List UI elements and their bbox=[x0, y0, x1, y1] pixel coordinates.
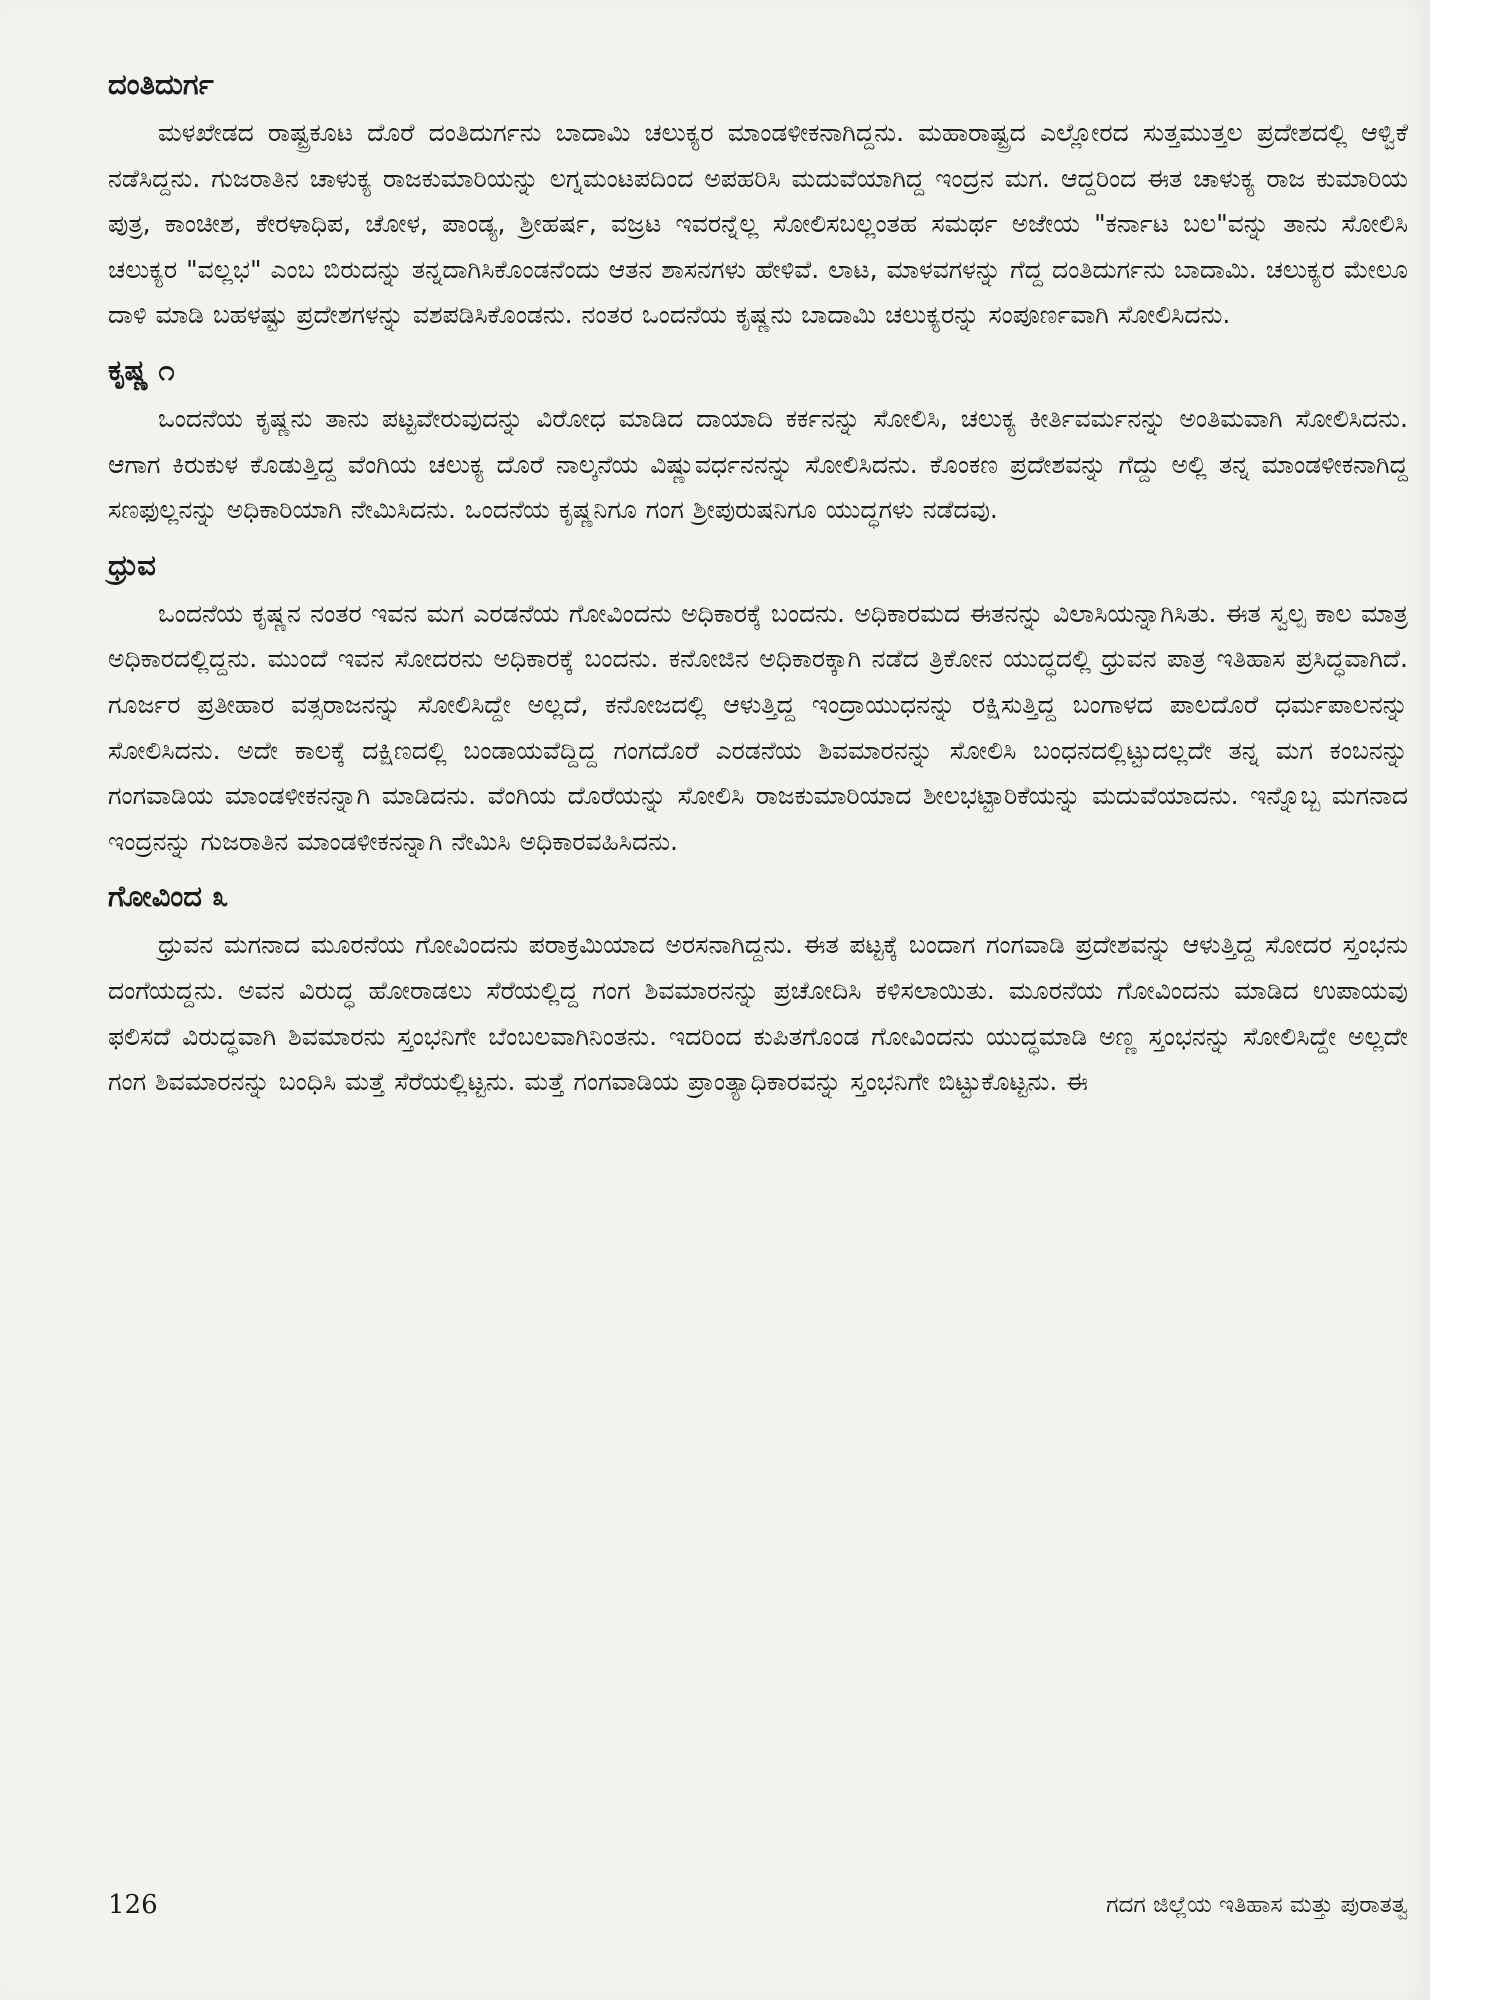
section-paragraph: ಒಂದನೆಯ ಕೃಷ್ಣನು ತಾನು ಪಟ್ಟವೇರುವುದನ್ನು ವಿರೋಧ ಮಾಡಿದ ದಾಯಾದಿ ಕರ್ಕನನ್ನು ಸೋಲಿಸಿ, ಚಲುಕ್ಯ ಕೀರ್ತಿವರ್ಮನನ್ನು ಅಂತಿಮವಾಗಿ ಸೋಲಿಸಿದನು. ಆಗಾಗ ಕಿರುಕುಳ ಕೊಡುತ್ತಿದ್ದ ವೆಂಗಿಯ ಚಲುಕ್ಯ ದೊರೆ ನಾಲ್ಕನೆಯ ವಿಷ್ಣುವರ್ಧನನನ್ನು ಸೋಲಿಸಿದನು. ಕೊಂಕಣ ಪ್ರದೇಶವನ್ನು ಗೆದ್ದು ಅಲ್ಲಿ ತನ್ನ ಮಾಂಡಳೀಕನಾಗಿದ್ದ ಸಣಫುಲ್ಲನನ್ನು ಅಧಿಕಾರಿಯಾಗಿ ನೇಮಿಸಿದನು. ಒಂದನೆಯ ಕೃಷ್ಣನಿಗೂ ಗಂಗ ಶ್ರೀಪುರುಷನಿಗೂ ಯುದ್ಧಗಳು ನಡೆದವು. bbox=[108, 403, 1408, 525]
running-title: ಗದಗ ಜಿಲ್ಲೆಯ ಇತಿಹಾಸ ಮತ್ತು ಪುರಾತತ್ವ bbox=[1106, 1892, 1408, 1918]
section-heading: ಧ್ರುವ bbox=[108, 547, 156, 582]
section-heading: ದಂತಿದುರ್ಗ bbox=[108, 67, 214, 101]
section-paragraph: ಮಳಖೇಡದ ರಾಷ್ಟ್ರಕೂಟ ದೊರೆ ದಂತಿದುರ್ಗನು ಬಾದಾಮಿ ಚಲುಕ್ಯರ ಮಾಂಡಳೀಕನಾಗಿದ್ದನು. ಮಹಾರಾಷ್ಟ್ರದ ಎಲ್ಲೋರದ ಸುತ್ತಮುತ್ತಲ ಪ್ರದೇಶದಲ್ಲಿ ಆಳ್ವಿಕೆ ನಡೆಸಿದ್ದನು. ಗುಜರಾತಿನ ಚಾಳುಕ್ಯ ರಾಜಕುಮಾರಿಯನ್ನು ಲಗ್ನಮಂಟಪದಿಂದ ಅಪಹರಿಸಿ ಮದುವೆಯಾಗಿದ್ದ ಇಂದ್ರನ ಮಗ. ಆದ್ದರಿಂದ ಈತ ಚಾಳುಕ್ಯ ರಾಜ ಕುಮಾರಿಯ ಪುತ್ರ, ಕಾಂಚೀಶ, ಕೇರಳಾಧಿಪ, ಚೋಳ, ಪಾಂಡ್ಯ, ಶ್ರೀಹರ್ಷ, ವಜ್ರಟ ಇವರನ್ನೆಲ್ಲ ಸೋಲಿಸಬಲ್ಲಂತಹ ಸಮರ್ಥ ಅಜೇಯ "ಕರ್ನಾಟ ಬಲ"ವನ್ನು ತಾನು ಸೋಲಿಸಿ ಚಲುಕ್ಯರ "ವಲ್ಲಭ" ಎಂಬ ಬಿರುದನ್ನು ತನ್ನದಾಗಿಸಿಕೊಂಡನೆಂದು ಆತನ ಶಾಸನಗಳು ಹೇಳಿವೆ. ಲಾಟ, ಮಾಳವಗಳನ್ನು ಗೆದ್ದ ದಂತಿದುರ್ಗನು ಬಾದಾಮಿ. ಚಲುಕ್ಯರ ಮೇಲೂ ದಾಳಿ ಮಾಡಿ ಬಹಳಷ್ಟು ಪ್ರದೇಶಗಳನ್ನು ವಶಪಡಿಸಿಕೊಂಡನು. ನಂತರ ಒಂದನೆಯ ಕೃಷ್ಣನು ಬಾದಾಮಿ ಚಲುಕ್ಯರನ್ನು ಸಂಪೂರ್ಣವಾಗಿ ಸೋಲಿಸಿದನು. bbox=[108, 118, 1408, 330]
section-krishna-1 bbox=[108, 348, 1408, 533]
page-number: 126 bbox=[108, 1890, 158, 1920]
section-heading: ಗೋವಿಂದ ೩ bbox=[108, 879, 229, 914]
section-govinda-3 bbox=[108, 874, 1408, 1104]
page-body bbox=[108, 62, 1408, 1115]
page-footer bbox=[108, 1885, 1408, 1925]
section-paragraph: ಧ್ರುವನ ಮಗನಾದ ಮೂರನೆಯ ಗೋವಿಂದನು ಪರಾಕ್ರಮಿಯಾದ ಅರಸನಾಗಿದ್ದನು. ಈತ ಪಟ್ಟಕ್ಕೆ ಬಂದಾಗ ಗಂಗವಾಡಿ ಪ್ರದೇಶವನ್ನು ಆಳುತ್ತಿದ್ದ ಸೋದರ ಸ್ತಂಭನು ದಂಗೆಯದ್ದನು. ಅವನ ವಿರುದ್ಧ ಹೋರಾಡಲು ಸೆರೆಯಲ್ಲಿದ್ದ ಗಂಗ ಶಿವಮಾರನನ್ನು ಪ್ರಚೋದಿಸಿ ಕಳಿಸಲಾಯಿತು. ಮೂರನೆಯ ಗೋವಿಂದನು ಮಾಡಿದ ಉಪಾಯವು ಫಲಿಸದೆ ವಿರುದ್ಧವಾಗಿ ಶಿವಮಾರನು ಸ್ತಂಭನಿಗೇ ಬೆಂಬಲವಾಗಿನಿಂತನು. ಇದರಿಂದ ಕುಪಿತಗೊಂಡ ಗೋವಿಂದನು ಯುದ್ಧಮಾಡಿ ಅಣ್ಣ ಸ್ತಂಭನನ್ನು ಸೋಲಿಸಿದ್ದೇ ಅಲ್ಲದೇ ಗಂಗ ಶಿವಮಾರನನ್ನು ಬಂಧಿಸಿ ಮತ್ತೆ ಸೆರೆಯಲ್ಲಿಟ್ಟನು. ಮತ್ತೆ ಗಂಗವಾಡಿಯ ಪ್ರಾಂತ್ಯಾಧಿಕಾರವನ್ನು ಸ್ತಂಭನಿಗೇ ಬಿಟ್ಟುಕೊಟ್ಟನು. ಈ bbox=[108, 930, 1408, 1097]
section-paragraph: ಒಂದನೆಯ ಕೃಷ್ಣನ ನಂತರ ಇವನ ಮಗ ಎರಡನೆಯ ಗೋವಿಂದನು ಅಧಿಕಾರಕ್ಕೆ ಬಂದನು. ಅಧಿಕಾರಮದ ಈತನನ್ನು ವಿಲಾಸಿಯನ್ನಾಗಿಸಿತು. ಈತ ಸ್ವಲ್ಪ ಕಾಲ ಮಾತ್ರ ಅಧಿಕಾರದಲ್ಲಿದ್ದನು. ಮುಂದೆ ಇವನ ಸೋದರನು ಅಧಿಕಾರಕ್ಕೆ ಬಂದನು. ಕನೋಜಿನ ಅಧಿಕಾರಕ್ಕಾಗಿ ನಡೆದ ತ್ರಿಕೋನ ಯುದ್ಧದಲ್ಲಿ ಧ್ರುವನ ಪಾತ್ರ ಇತಿಹಾಸ ಪ್ರಸಿದ್ಧವಾಗಿದೆ. ಗೂರ್ಜರ ಪ್ರತೀಹಾರ ವತ್ಸರಾಜನನ್ನು ಸೋಲಿಸಿದ್ದೇ ಅಲ್ಲದೆ, ಕನೋಜದಲ್ಲಿ ಆಳುತ್ತಿದ್ದ ಇಂದ್ರಾಯುಧನನ್ನು ರಕ್ಷಿಸುತ್ತಿದ್ದ ಬಂಗಾಳದ ಪಾಲದೊರೆ ಧರ್ಮಪಾಲನನ್ನು ಸೋಲಿಸಿದನು. ಅದೇ ಕಾಲಕ್ಕೆ ದಕ್ಷಿಣದಲ್ಲಿ ಬಂಡಾಯವೆದ್ದಿದ್ದ ಗಂಗದೊರೆ ಎರಡನೆಯ ಶಿವಮಾರನನ್ನು ಸೋಲಿಸಿ ಬಂಧನದಲ್ಲಿಟ್ಟುದಲ್ಲದೇ ತನ್ನ ಮಗ ಕಂಬನನ್ನು ಗಂಗವಾಡಿಯ ಮಾಂಡಳೀಕನನ್ನಾಗಿ ಮಾಡಿದನು. ವೆಂಗಿಯ ದೊರೆಯನ್ನು ಸೋಲಿಸಿ ರಾಜಕುಮಾರಿಯಾದ ಶೀಲಭಟ್ಟಾರಿಕೆಯನ್ನು ಮದುವೆಯಾದನು. ಇನ್ನೊಬ್ಬ ಮಗನಾದ ಇಂದ್ರನನ್ನು ಗುಜರಾತಿನ ಮಾಂಡಳೀಕನನ್ನಾಗಿ ನೇಮಿಸಿ ಅಧಿಕಾರವಹಿಸಿದನು. bbox=[108, 598, 1408, 856]
section-dantidurga bbox=[108, 62, 1408, 338]
section-dhruva bbox=[108, 543, 1408, 865]
section-heading: ಕೃಷ್ಣ ೧ bbox=[108, 352, 175, 387]
